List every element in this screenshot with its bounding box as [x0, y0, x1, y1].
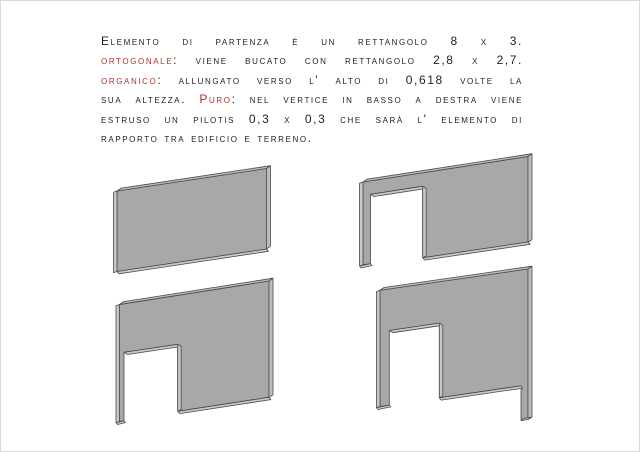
opening-side-face: [423, 186, 427, 257]
wall-left-edge: [377, 290, 381, 407]
keyword-organico: organico: [101, 72, 158, 87]
text-segment: estruso un pilotis 0,3 x 0,3 che sarà l' elemento di: [101, 111, 523, 126]
wall-right-edge: [528, 266, 532, 419]
wall-right-edge: [267, 166, 271, 249]
wall-left-edge: [114, 191, 118, 273]
text-segment: : allungato verso l' alto di 0,618 volte la: [157, 72, 523, 87]
wall-left-edge: [116, 305, 120, 423]
opening-side-face: [178, 344, 182, 411]
wall-left-edge: [360, 182, 364, 266]
keyword-ortogonale: ortogonale: [101, 53, 174, 68]
text-segment: Elemento di partenza è un rettangolo 8 x 3.: [101, 34, 523, 48]
wall-front-face: [117, 169, 267, 272]
wall-right-edge: [528, 154, 532, 242]
wall-right-edge: [269, 278, 273, 397]
figure-organico: [116, 278, 273, 424]
text-segment: sua altezza.: [101, 92, 187, 107]
figure-rettangolo-base: [114, 166, 271, 274]
figure-ortogonale: [360, 154, 533, 268]
opening-side-face: [439, 323, 443, 398]
text-segment: : nel vertice in basso a destra viene: [231, 92, 524, 107]
figure-puro: [377, 266, 533, 420]
text-segment: rapporto tra edificio e terreno.: [101, 131, 313, 146]
text-segment: : viene bucato con rettangolo 2,8 x 2,7.: [173, 53, 523, 68]
keyword-puro: Puro: [199, 92, 232, 107]
axonometric-figures: [1, 1, 640, 452]
